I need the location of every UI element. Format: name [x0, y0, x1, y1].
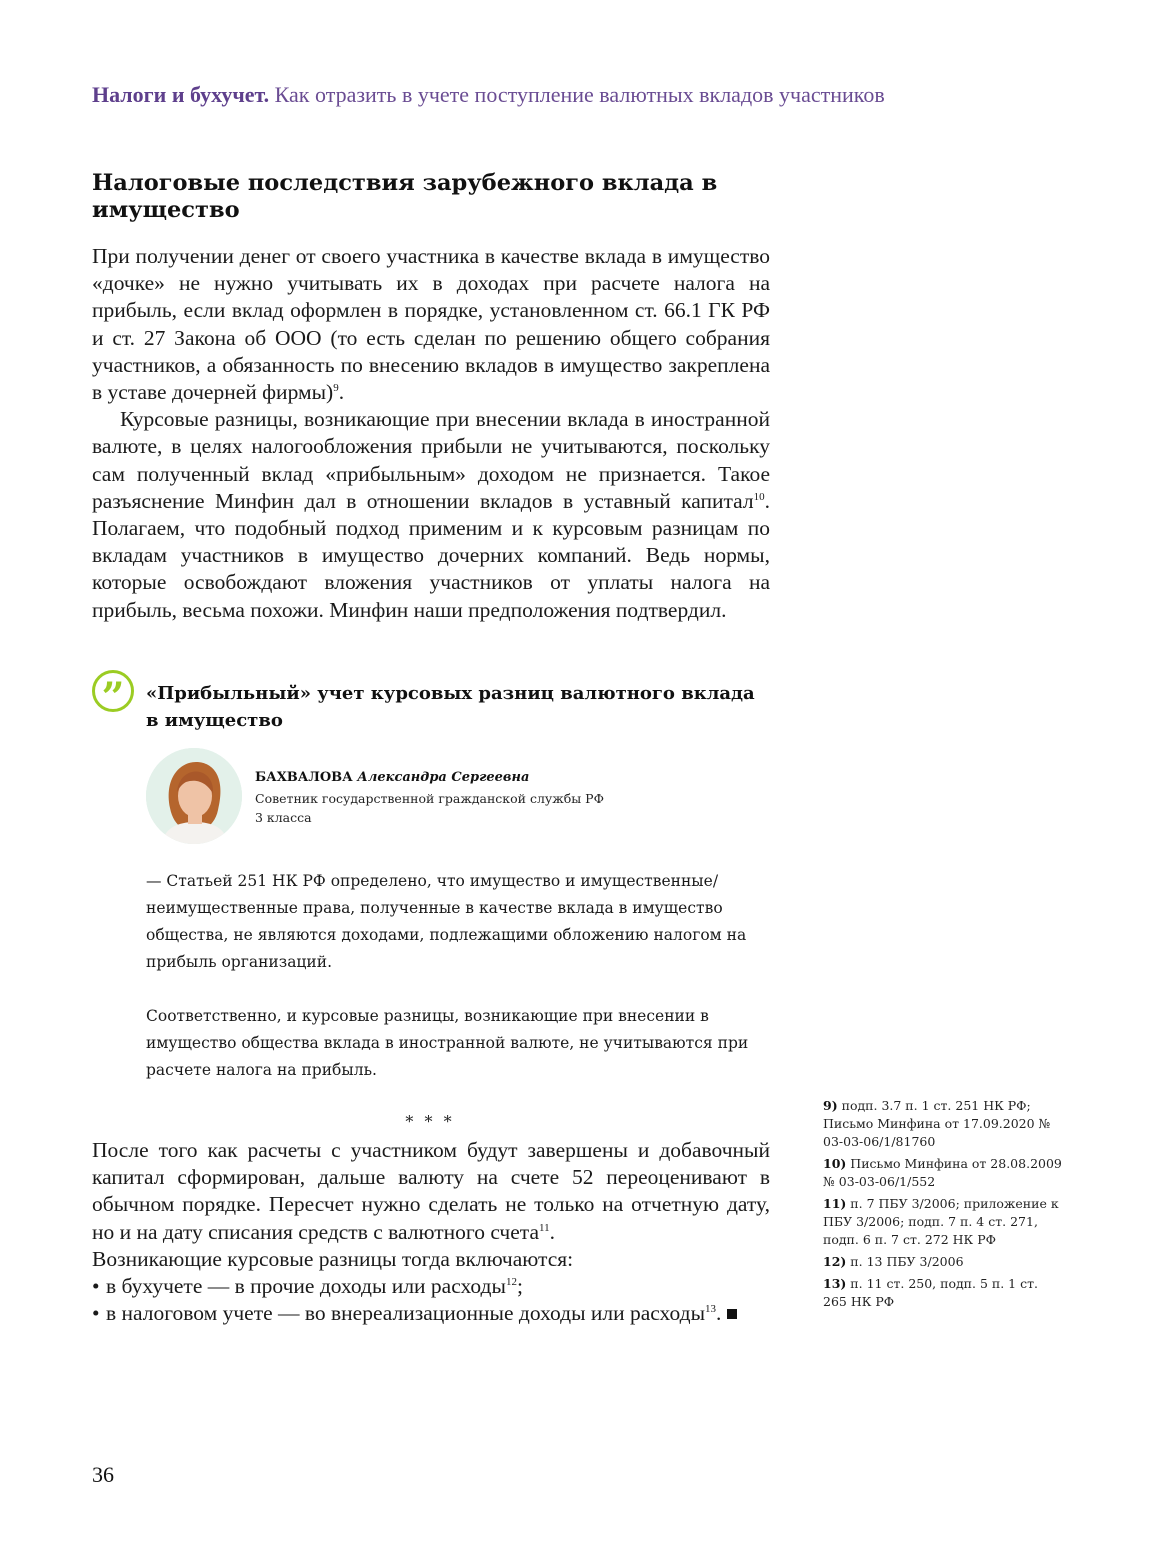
quote-paragraph-2: Соответственно, и курсовые разницы, возникающие при внесении в имущество общества вклада в иностранной валюте, не учитываются при расчете налога на прибыль. [146, 1007, 749, 1079]
paragraph-1: При получении денег от своего участника в качестве вклада в имущество «дочке» не нужно учитывать их в доходах при расчете налога на прибыль, если вклад оформлен в порядке, установленном ст. 66.1 ГК РФ и ст. 27 Закона об ООО (то есть сделан по решению общего собрания участников, а обязанность по внесению вкладов в имущество закреплена в уставе дочерней фирмы)$^9$. [92, 244, 770, 405]
closing-intro: Возникающие курсовые разницы тогда включаются: [92, 1246, 574, 1271]
footnote-13: 13) п. 11 ст. 250, подп. 5 п. 1 ст. 265 НК РФ [823, 1276, 1038, 1309]
expert-portrait-icon [146, 748, 242, 844]
list-item: • в налоговом учете — во внереализационные доходы или расходы$^{13}$. [92, 1300, 770, 1327]
expert-surname: БАХВАЛОВА [255, 770, 353, 785]
article-body [92, 243, 770, 624]
footnote-ref-12[interactable]: 12 [505, 1276, 517, 1289]
expert-photo [146, 748, 242, 844]
running-header [92, 82, 1092, 108]
section-heading: Налоговые последствия зарубежного вклада в имущество [92, 170, 718, 223]
page-number: 36 [92, 1462, 114, 1487]
closing-list [92, 1273, 770, 1327]
quote-title: «Прибыльный» учет курсовых разниц валютного вклада в имущество [146, 683, 755, 731]
section-separator: * * * [405, 1112, 455, 1131]
expert-name [255, 770, 529, 785]
quote-icon: ” [92, 670, 134, 712]
header-title: Как отразить в учете поступление валютных вкладов участников [274, 82, 885, 107]
footnote-12: 12) п. 13 ПБУ 3/2006 [823, 1254, 964, 1269]
header-section: Налоги и бухучет. [92, 82, 270, 107]
closing-paragraph: После того как расчеты с участником будут завершены и добавочный капитал сформирован, дальше валюту на счете 52 переоценивают в обычном порядке. Пересчет нужно сделать не только на отчетную дату, но и на дату списания средств с валютного счета$^{11}$. [92, 1138, 770, 1244]
quote-paragraph-1: — Статьей 251 НК РФ определено, что имущество и имущественные/неимущественные права, полученные в качестве вклада в имущество общества, не являются доходами, подлежащими обложению налогом на прибыль организаций. [146, 872, 747, 971]
closing-body [92, 1137, 770, 1327]
end-of-article-icon [727, 1309, 737, 1319]
footnote-ref-10[interactable]: 10 [753, 490, 765, 503]
footnotes [823, 1097, 1063, 1315]
footnote-ref-11[interactable]: 11 [539, 1221, 550, 1234]
expert-role: Советник государственной гражданской службы РФ 3 класса [255, 791, 604, 825]
paragraph-2: Курсовые разницы, возникающие при внесении вклада в иностранной валюте, в целях налогообложения прибыли не учитываются, поскольку сам полученный вклад «прибыльным» доходом не признается. Такое разъяснение Минфин дал в отношении вкладов в уставный капитал$^{10}$. Полагаем, что подобный подход применим и к курсовым разницам по вкладам участников в имущество дочерних компаний. Ведь нормы, которые освобождают вложения участников от уплаты налога на прибыль, весьма похожи. Минфин наши предположения подтвердил. [92, 407, 770, 622]
footnote-10: 10) Письмо Минфина от 28.08.2009 № 03-03-06/1/552 [823, 1156, 1062, 1189]
footnote-ref-9[interactable]: 9 [333, 382, 339, 395]
list-item: • в бухучете — в прочие доходы или расходы$^{12}$; [92, 1273, 770, 1300]
footnote-9: 9) подп. 3.7 п. 1 ст. 251 НК РФ; Письмо Минфина от 17.09.2020 № 03-03-06/1/81760 [823, 1098, 1051, 1149]
expert-given-name: Александра Сергеевна [357, 770, 530, 785]
footnote-ref-13[interactable]: 13 [705, 1303, 717, 1316]
footnote-11: 11) п. 7 ПБУ 3/2006; приложение к ПБУ 3/2006; подп. 7 п. 4 ст. 271, подп. 6 п. 7 ст. 272 НК РФ [823, 1196, 1059, 1247]
